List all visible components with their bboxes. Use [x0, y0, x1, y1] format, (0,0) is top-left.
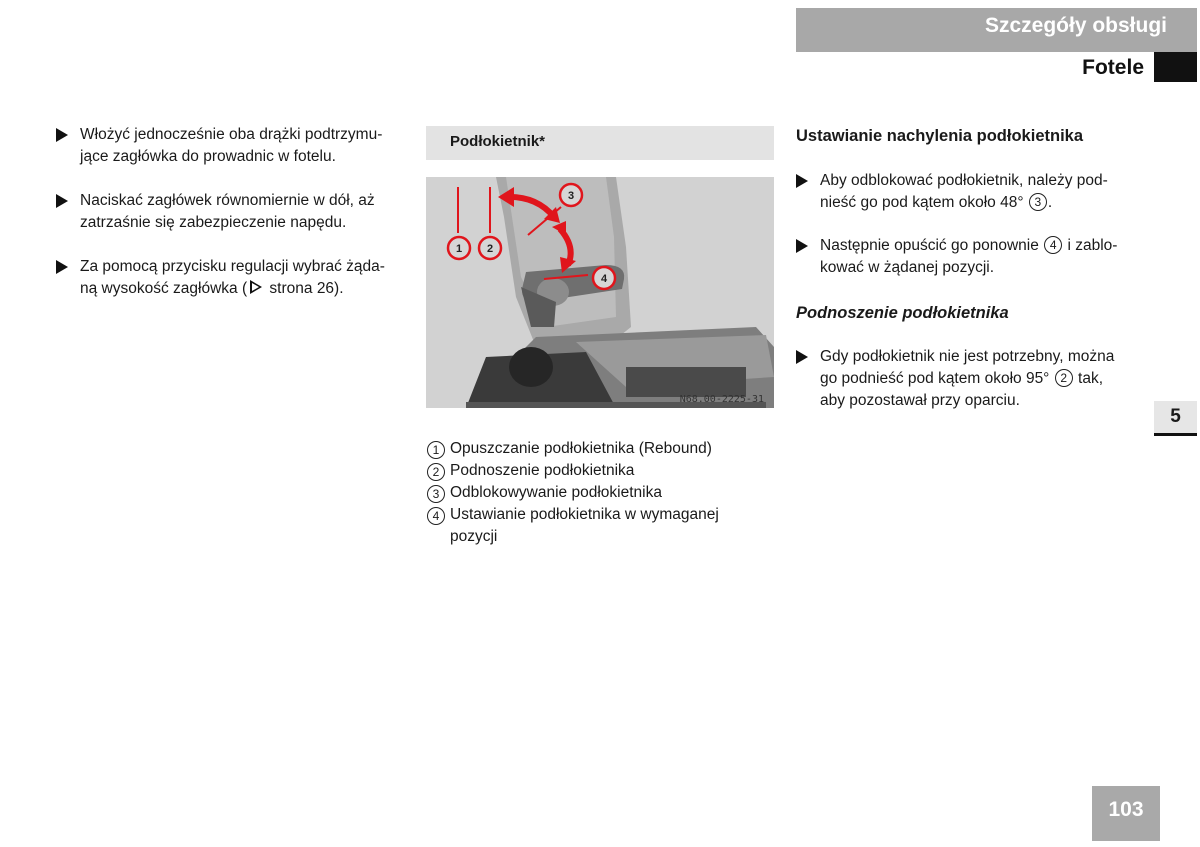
chapter-header-bar — [796, 8, 1197, 52]
armrest-figure — [426, 177, 774, 408]
seat-armrest-illustration — [426, 177, 774, 408]
svg-text:3: 3 — [567, 190, 575, 202]
bullet-arrow-icon — [56, 128, 68, 142]
legend-item: 4 Ustawianie podłokietnika w wymaganej pozycji — [426, 504, 719, 548]
page-number: 103 — [1092, 786, 1160, 841]
figure-header — [426, 126, 774, 160]
instruction-step: Naciskać zagłówek równomiernie w dół, aż zatrzaśnie się zabezpieczenie napędu. — [56, 190, 375, 234]
bullet-arrow-icon — [796, 174, 808, 188]
instruction-step: Gdy podłokietnik nie jest potrzebny, można go podnieść pod kątem około 95° 2 tak, aby pozostawał przy oparciu. — [796, 346, 1114, 412]
instruction-step: Aby odblokować podłokietnik, należy pod- nieść go pod kątem około 48° 3 . — [796, 170, 1108, 214]
bullet-arrow-icon — [796, 239, 808, 253]
callout-reference: 2 — [1055, 369, 1073, 387]
instruction-step: Za pomocą przycisku regulacji wybrać żąda- ną wysokość zagłówka ( strona 26). — [56, 256, 385, 300]
callout-number: 2 — [427, 463, 445, 481]
svg-text:2: 2 — [486, 243, 494, 255]
callout-number: 3 — [427, 485, 445, 503]
instruction-step: Włożyć jednocześnie oba drążki podtrzymu- jące zagłówka do prowadnic w fotelu. — [56, 124, 382, 168]
chapter-title: Szczegóły obsługi — [984, 14, 1167, 37]
legend-item: 1 Opuszczanie podłokietnika (Rebound) — [426, 438, 719, 460]
figure-legend — [426, 438, 719, 548]
section-title: Fotele — [1082, 56, 1144, 79]
section-heading: Ustawianie nachylenia podłokietnika — [796, 127, 1084, 145]
section-heading: Podnoszenie podłokietnika — [796, 304, 1009, 322]
callout-number: 4 — [427, 507, 445, 525]
legend-item: 3 Odblokowywanie podłokietnika — [426, 482, 719, 504]
figure-title: Podłokietnik* — [450, 133, 546, 150]
bullet-arrow-icon — [56, 194, 68, 208]
callout-reference: 4 — [1044, 236, 1062, 254]
bullet-arrow-icon — [796, 350, 808, 364]
instruction-step: Następnie opuścić go ponownie 4 i zablo- kować w żądanej pozycji. — [796, 235, 1117, 279]
svg-text:4: 4 — [600, 273, 608, 285]
callout-reference: 3 — [1029, 193, 1047, 211]
legend-item: 2 Podnoszenie podłokietnika — [426, 460, 719, 482]
bullet-arrow-icon — [56, 260, 68, 274]
callout-number: 1 — [427, 441, 445, 459]
section-marker-block — [1154, 52, 1197, 82]
svg-text:1: 1 — [455, 243, 463, 255]
chapter-tab: 5 — [1154, 401, 1197, 436]
figure-code: N68.00-2225-31 — [679, 394, 764, 405]
page-reference-icon — [250, 280, 262, 294]
